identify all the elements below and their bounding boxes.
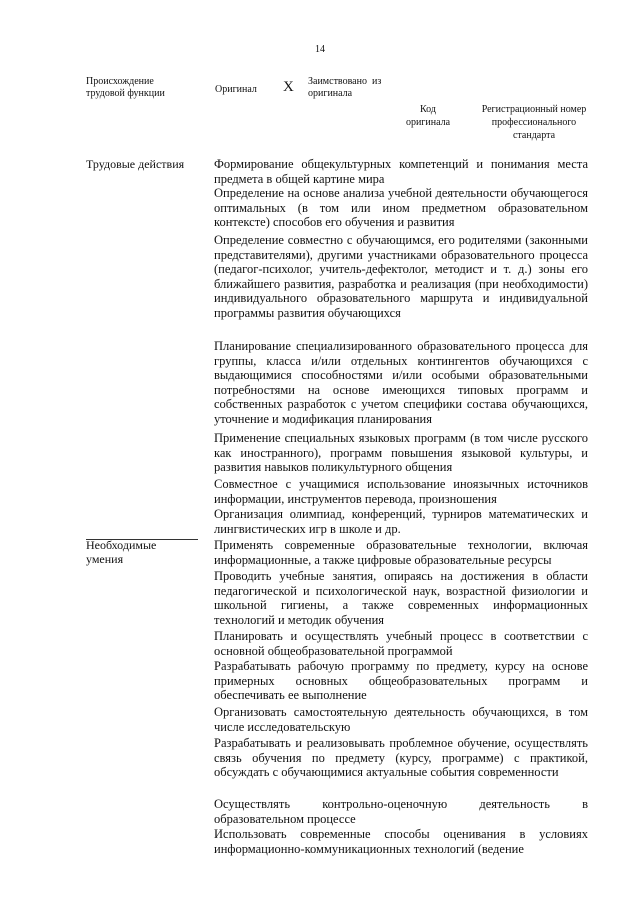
origin-mark: X xyxy=(283,79,294,95)
required-skills-label: Необходимые умения xyxy=(86,538,157,566)
skill-item: Использовать современные способы оценивания в условиях информационно-коммуникационных технологий (ведение xyxy=(214,827,588,856)
page-number: 14 xyxy=(315,44,325,55)
origin-original: Оригинал xyxy=(215,84,257,95)
labor-action-item: Совместное с учащимися использование иноязычных источников информации, инструментов перевода, произношения xyxy=(214,477,588,506)
skill-item: Проводить учебные занятия, опираясь на достижения в области педагогической и психологической наук, возрастной физиологии и школьной гигиены, а также современных информационных технологий и методик обучения xyxy=(214,569,588,627)
skill-item: Применять современные образовательные технологии, включая информационные, а также цифровые образовательные ресурсы xyxy=(214,538,588,567)
skill-item: Разрабатывать рабочую программу по предмету, курсу на основе примерных основных общеобразовательных программ и обеспечивать ее выполнение xyxy=(214,659,588,703)
reg-number: Регистрационный номер профессионального стандарта xyxy=(481,104,587,141)
skill-item: Планировать и осуществлять учебный процесс в соответствии с основной общеобразовательной программой xyxy=(214,629,588,658)
labor-action-item: Определение совместно с обучающимся, его родителями (законными представителями), другими участниками образовательного процесса (педагог-психолог, учитель-дефектолог, методист и т. д.) зоны его ближайшего развития, разработка и реализация (при необходимости) индивидуального образовательного маршрута и индивидуальной программы развития обучающихся xyxy=(214,233,588,320)
labor-action-item: Определение на основе анализа учебной деятельности обучающегося оптимальных (в том или ином предметном образовательном контексте) способов его обучения и развития xyxy=(214,186,588,230)
origin-label-line-1: Происхождение xyxy=(86,76,154,87)
origin-label xyxy=(86,76,165,100)
skill-item: Организовать самостоятельную деятельность обучающихся, в том числе исследовательскую xyxy=(214,705,588,734)
skill-item: Разрабатывать и реализовывать проблемное обучение, осуществлять связь обучения по предмету (курсу, программе) с практикой, обсуждать с обучающимися актуальные события современности xyxy=(214,736,588,780)
labor-action-item: Организация олимпиад, конференций, турниров математических и лингвистических игр в школе и др. xyxy=(214,507,588,536)
code-original: Код оригинала xyxy=(405,104,451,128)
origin-borrowed: Заимствовано из оригинала xyxy=(308,76,382,99)
labor-action-item: Планирование специализированного образовательного процесса для группы, класса и/или отдельных контингентов обучающихся с выдающимися способностями и/или особыми образовательными потребностями на основе имеющихся типовых программ и собственных разработок с учетом специфики состава обучающихся, уточнение и модификация планирования xyxy=(214,339,588,426)
labor-actions-label: Трудовые действия xyxy=(86,157,185,171)
origin-label-line-2: трудовой функции xyxy=(86,88,165,99)
skill-item: Осуществлять контрольно-оценочную деятельность в образовательном процессе xyxy=(214,797,588,826)
labor-action-item: Формирование общекультурных компетенций и понимания места предмета в общей картине мира xyxy=(214,157,588,186)
labor-action-item: Применение специальных языковых программ (в том числе русского как иностранного), программ повышения языковой культуры, и развития навыков поликультурного общения xyxy=(214,431,588,475)
